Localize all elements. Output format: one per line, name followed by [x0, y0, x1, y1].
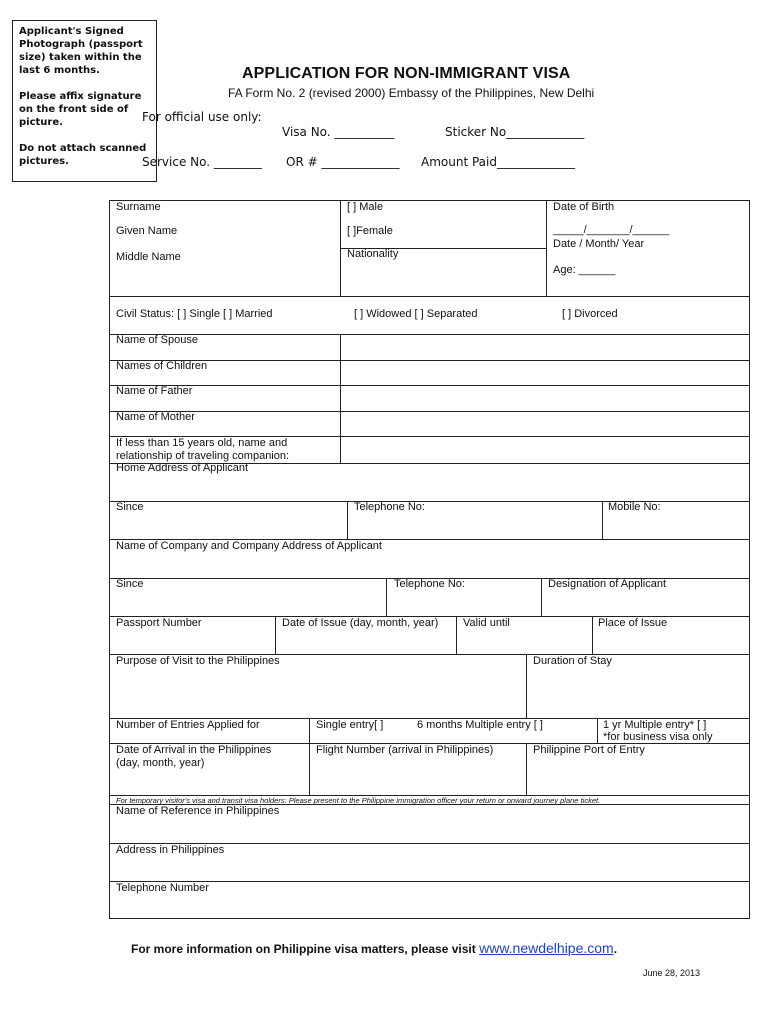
row-divider [110, 296, 749, 297]
dob-label: Date of Birth [553, 201, 615, 213]
surname-label: Surname [116, 201, 161, 213]
entries-label: Number of Entries Applied for [116, 719, 260, 731]
col-divider [347, 501, 348, 539]
col-divider [526, 654, 527, 718]
designation-label: Designation of Applicant [548, 578, 667, 590]
age-field[interactable]: Age: ______ [553, 264, 616, 276]
flight-number-label: Flight Number (arrival in Philippines) [316, 744, 494, 756]
form-subtitle: FA Form No. 2 (revised 2000) Embassy of the Philippines, New Delhi [228, 86, 595, 100]
female-checkbox[interactable]: [ ]Female [347, 225, 393, 237]
photo-instructions-box [12, 20, 157, 182]
row-divider [110, 411, 749, 412]
civil-status-options[interactable]: Civil Status: [ ] Single [ ] Married [116, 308, 273, 320]
col-divider [592, 616, 593, 654]
middle-name-label: Middle Name [116, 251, 181, 263]
mother-label: Name of Mother [116, 411, 195, 423]
or-no-field: OR # _____________ [286, 155, 400, 169]
children-label: Names of Children [116, 360, 208, 372]
col-divider [340, 334, 341, 463]
mobile-label: Mobile No: [608, 501, 661, 513]
service-no-field: Service No. ________ [142, 155, 262, 169]
address-ph-label: Address in Philippines [116, 844, 225, 856]
amount-paid-field: Amount Paid_____________ [421, 155, 575, 169]
duration-label: Duration of Stay [533, 655, 612, 667]
col-divider [309, 718, 310, 795]
row-divider [110, 385, 749, 386]
col-divider [386, 578, 387, 616]
application-form [109, 200, 750, 919]
home-address-label: Home Address of Applicant [116, 462, 249, 474]
sticker-no-field: Sticker No_____________ [445, 125, 585, 139]
website-link[interactable]: www.newdelhipe.com [479, 940, 614, 956]
col-divider [546, 201, 547, 296]
footer-info [131, 940, 617, 956]
male-checkbox[interactable]: [ ] Male [347, 201, 384, 213]
place-of-issue-label: Place of Issue [598, 617, 668, 629]
one-year-multiple-checkbox[interactable]: 1 yr Multiple entry* [ ] [603, 719, 707, 731]
col-divider [275, 616, 276, 654]
photo-instruction-3: Do not attach scanned pictures. [19, 143, 147, 167]
civil-status-widowed-separated[interactable]: [ ] Widowed [ ] Separated [354, 308, 478, 320]
single-entry-checkbox[interactable]: Single entry[ ] [316, 719, 384, 731]
home-since-label: Since [116, 501, 144, 513]
telephone-number-label: Telephone Number [116, 882, 209, 894]
form-title: APPLICATION FOR NON-IMMIGRANT VISA [242, 65, 571, 82]
purpose-label: Purpose of Visit to the Philippines [116, 655, 280, 667]
father-label: Name of Father [116, 385, 193, 397]
document-date: June 28, 2013 [643, 968, 701, 978]
arrival-date-label-1: Date of Arrival in the Philippines [116, 744, 272, 756]
date-of-issue-label: Date of Issue (day, month, year) [282, 617, 439, 629]
official-use-label: For official use only: [142, 110, 262, 124]
reference-label: Name of Reference in Philippines [116, 805, 280, 817]
col-divider [456, 616, 457, 654]
given-name-label: Given Name [116, 225, 178, 237]
photo-instruction-1: Applicant's Signed Photograph (passport size) taken within the last 6 months. [19, 26, 143, 76]
six-month-multiple-checkbox[interactable]: 6 months Multiple entry [ ] [417, 719, 543, 731]
valid-until-label: Valid until [463, 617, 510, 629]
dob-parts: Date / Month/ Year [553, 238, 645, 250]
row-divider [110, 334, 749, 335]
photo-instruction-2: Please affix signature on the front side of picture. [19, 91, 142, 128]
companion-label-2: relationship of traveling companion: [116, 450, 290, 462]
company-telephone-label: Telephone No: [394, 578, 465, 590]
home-telephone-label: Telephone No: [354, 501, 425, 513]
passport-number-label: Passport Number [116, 617, 202, 629]
dob-blank[interactable]: _____/_______/______ [553, 224, 670, 236]
col-divider [602, 501, 603, 539]
business-visa-note: *for business visa only [603, 731, 713, 743]
companion-label-1: If less than 15 years old, name and [116, 437, 288, 449]
col-divider [597, 718, 598, 743]
visa-no-field: Visa No. __________ [282, 125, 395, 139]
transit-visa-note: For temporary visitor's visa and transit visa holders: Please present to the Philippine immigration officer your return or onward journey plane ticket. [116, 796, 601, 805]
spouse-label: Name of Spouse [116, 334, 198, 346]
port-of-entry-label: Philippine Port of Entry [533, 744, 645, 756]
footer-period: . [613, 942, 618, 956]
arrival-date-label-2: (day, month, year) [116, 757, 205, 769]
company-since-label: Since [116, 578, 144, 590]
col-divider [340, 201, 341, 296]
col-divider [526, 743, 527, 795]
footer-text: For more information on Philippine visa matters, please visit [131, 942, 480, 956]
nationality-label: Nationality [347, 248, 399, 260]
civil-status-divorced[interactable]: [ ] Divorced [562, 308, 618, 320]
company-label: Name of Company and Company Address of Applicant [116, 540, 382, 552]
col-divider [541, 578, 542, 616]
